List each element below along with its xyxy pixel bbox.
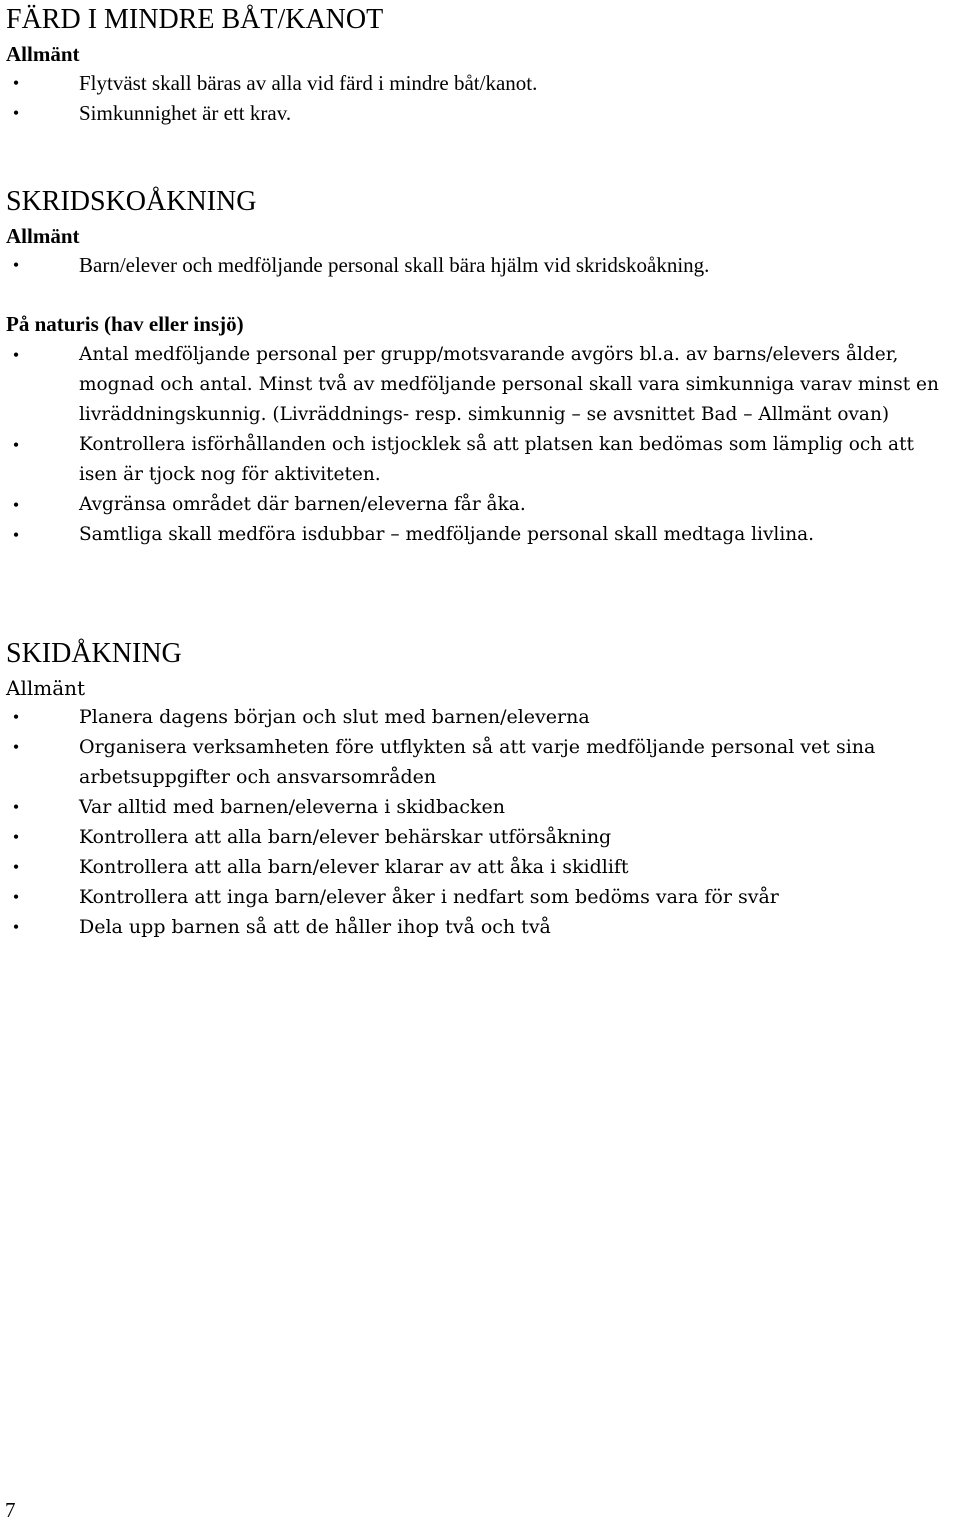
bullet-list <box>6 340 954 550</box>
list-item-text: Antal medföljande personal per grupp/motsvarande avgörs bl.a. av barns/elevers ålder, mognad och antal. Minst två av medföljande personal skall vara simkunniga varav minst en livräddningskunnig. (Livräddnings- resp. simkunnig – se avsnittet Bad – Allmänt ovan) <box>79 344 939 425</box>
list-item <box>6 68 954 98</box>
bullet-icon: • <box>12 255 20 275</box>
section-title: FÄRD I MINDRE BÅT/KANOT <box>6 4 384 35</box>
bullet-icon: • <box>12 707 20 727</box>
page-number: 7 <box>5 1498 16 1522</box>
subsection-heading: Allmänt <box>6 676 86 700</box>
bullet-icon: • <box>12 857 20 877</box>
list-item-text: Kontrollera isförhållanden och istjocklek så att platsen kan bedömas som lämplig och att isen är tjock nog för aktiviteten. <box>79 434 914 485</box>
bullet-icon: • <box>12 827 20 847</box>
list-item <box>6 250 954 280</box>
bullet-list <box>6 68 954 128</box>
bullet-icon: • <box>12 345 20 365</box>
bullet-icon: • <box>12 737 20 757</box>
list-item-text: Barn/elever och medföljande personal skall bära hjälm vid skridskoåkning. <box>79 253 710 277</box>
subsection-heading: Allmänt <box>6 224 80 248</box>
bullet-icon: • <box>12 103 20 123</box>
bullet-list <box>6 250 954 280</box>
bullet-icon: • <box>12 495 20 515</box>
list-item-text: Kontrollera att alla barn/elever behärskar utförsåkning <box>79 826 612 848</box>
bullet-icon: • <box>12 917 20 937</box>
bullet-icon: • <box>12 887 20 907</box>
list-item <box>6 430 954 490</box>
section-skiing <box>6 638 954 942</box>
list-item <box>6 98 954 128</box>
list-item <box>6 520 954 550</box>
bullet-list <box>6 702 886 942</box>
bullet-icon: • <box>12 797 20 817</box>
list-item-text: Planera dagens början och slut med barnen/eleverna <box>79 706 590 728</box>
subsection-heading: På naturis (hav eller insjö) <box>6 312 244 336</box>
list-item <box>6 732 886 792</box>
list-item-text: Kontrollera att alla barn/elever klarar av att åka i skidlift <box>79 856 629 878</box>
bullet-icon: • <box>12 435 20 455</box>
list-item-text: Avgränsa området där barnen/eleverna får åka. <box>79 494 526 515</box>
bullet-icon: • <box>12 73 20 93</box>
section-skating <box>6 186 954 550</box>
list-item <box>6 822 886 852</box>
list-item <box>6 490 954 520</box>
list-item <box>6 792 886 822</box>
list-item-text: Samtliga skall medföra isdubbar – medföljande personal skall medtaga livlina. <box>79 524 815 545</box>
bullet-icon: • <box>12 525 20 545</box>
subsection-heading: Allmänt <box>6 42 80 66</box>
list-item <box>6 912 886 942</box>
list-item <box>6 702 886 732</box>
section-boat <box>6 4 954 128</box>
list-item <box>6 340 954 430</box>
list-item-text: Organisera verksamheten före utflykten så att varje medföljande personal vet sina arbetsuppgifter och ansvarsområden <box>79 736 876 788</box>
section-title: SKRIDSKOÅKNING <box>6 186 257 217</box>
list-item <box>6 852 886 882</box>
list-item-text: Dela upp barnen så att de håller ihop två och två <box>79 916 551 938</box>
list-item-text: Flytväst skall bäras av alla vid färd i mindre båt/kanot. <box>79 71 538 95</box>
list-item <box>6 882 886 912</box>
section-title: SKIDÅKNING <box>6 638 182 669</box>
list-item-text: Var alltid med barnen/eleverna i skidbacken <box>79 796 505 818</box>
list-item-text: Kontrollera att inga barn/elever åker i nedfart som bedöms vara för svår <box>79 886 779 908</box>
list-item-text: Simkunnighet är ett krav. <box>79 101 292 125</box>
